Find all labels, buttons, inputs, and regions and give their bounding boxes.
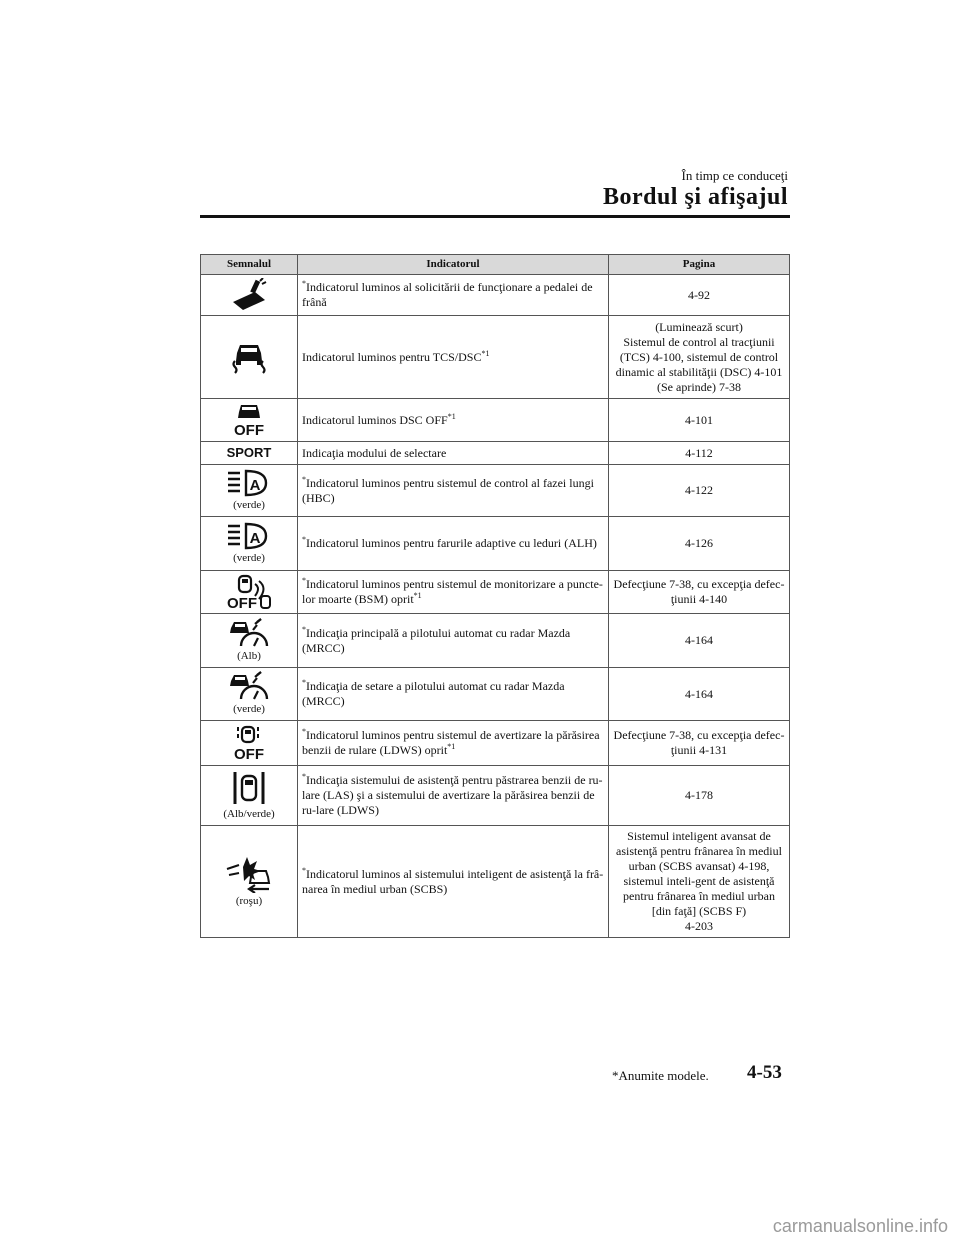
column-header: Pagina bbox=[609, 255, 790, 275]
color-note: (Alb) bbox=[237, 649, 261, 662]
indicator-description: Indicaţia de setare a pilotului automat cu radar Mazda (MRCC) bbox=[302, 679, 565, 708]
sport-mode-icon: SPORT bbox=[226, 445, 272, 460]
page-reference: (Luminează scurt) Sistemul de control al tracţiunii (TCS) 4-100, sistemul de control dinamic al stabilităţii (DSC) 4-101 (Se aprinde) 7-38 bbox=[609, 316, 790, 399]
footnote: *Anumite modele. bbox=[612, 1068, 709, 1083]
header-rule bbox=[200, 215, 790, 218]
page-title: Bordul şi afişajul bbox=[602, 184, 788, 210]
footnote-marker: * bbox=[302, 474, 306, 484]
alh-icon bbox=[226, 522, 272, 550]
indicator-description: Indicaţia modului de selectare bbox=[298, 442, 609, 465]
bsm-off-icon bbox=[225, 574, 273, 610]
footnote-marker: * bbox=[302, 727, 306, 736]
footnote-marker: * bbox=[302, 576, 306, 585]
tcs-dsc-icon bbox=[229, 339, 269, 375]
footnote-marker: * bbox=[302, 624, 306, 634]
footnote-marker: *1 bbox=[447, 411, 456, 421]
table-row bbox=[201, 571, 790, 614]
las-ldws-icon bbox=[231, 770, 267, 806]
color-note: (roşu) bbox=[235, 894, 263, 907]
warning-indicator-table bbox=[200, 254, 790, 938]
hbc-icon bbox=[226, 469, 272, 497]
brake-pedal-icon bbox=[229, 278, 269, 312]
svg-text:A: A bbox=[249, 476, 261, 494]
dsc-off-icon bbox=[226, 402, 272, 438]
indicator-description: Indicatorul luminos pentru farurile adaptive cu leduri (ALH) bbox=[306, 536, 597, 550]
svg-text:A: A bbox=[249, 529, 261, 547]
page-reference: 4-112 bbox=[609, 442, 790, 465]
ldws-off-icon bbox=[229, 725, 269, 761]
table-row bbox=[201, 517, 790, 571]
footnote-marker: * bbox=[302, 535, 306, 544]
page-reference: 4-122 bbox=[609, 465, 790, 517]
indicator-description: Indicatorul luminos pentru sistemul de control al fazei lungi (HBC) bbox=[302, 475, 594, 505]
indicator-description: Indicatorul luminos pentru sistemul de avertizare la părăsirea benzii de rulare (LDWS) oprit bbox=[302, 728, 600, 757]
indicator-description: Indicaţia sistemului de asistenţă pentru păstrarea benzii de ru-lare (LAS) şi a sistemului de avertizare la părăsirea benzii de ru-lare (LDWS) bbox=[302, 773, 603, 817]
page-reference: 4-164 bbox=[609, 614, 790, 668]
color-note: (Alb/verde) bbox=[223, 807, 275, 820]
indicator-description: Indicatorul luminos al solicitării de funcţionare a pedalei de frână bbox=[302, 280, 593, 309]
svg-text:OFF: OFF bbox=[234, 422, 264, 438]
section-subtitle: În timp ce conduceţi bbox=[681, 168, 788, 183]
column-header: Semnalul bbox=[201, 255, 298, 275]
indicator-description: Indicatorul luminos pentru sistemul de monitorizare a puncte-lor moarte (BSM) oprit bbox=[302, 577, 603, 606]
table-row bbox=[201, 721, 790, 766]
page-reference: 4-164 bbox=[609, 668, 790, 721]
table-row bbox=[201, 316, 790, 399]
footnote-marker: * bbox=[302, 678, 306, 687]
footnote-marker: *1 bbox=[481, 348, 490, 358]
page-reference: Defecţiune 7-38, cu excepţia defec-ţiunii 4-140 bbox=[609, 571, 790, 614]
scbs-icon bbox=[225, 855, 273, 893]
page-reference: 4-92 bbox=[609, 275, 790, 316]
mrcc-set-icon bbox=[227, 671, 271, 701]
table-row bbox=[201, 442, 790, 465]
page-reference: Sistemul inteligent avansat de asistenţă pentru frânarea în mediul urban (SCBS avansat) 4-198, sistemul inteli-gent de asistenţă pentru frânarea în mediul urban [din faţă] (SCBS F) 4-203 bbox=[609, 826, 790, 938]
indicator-description: Indicatorul luminos al sistemului inteligent de asistenţă la frâ-narea în mediul urban (SCBS) bbox=[302, 866, 604, 896]
table-row bbox=[201, 399, 790, 442]
indicator-description: Indicatorul luminos pentru TCS/DSC bbox=[302, 349, 482, 364]
footnote-marker: * bbox=[302, 279, 306, 288]
footnote-marker: * bbox=[302, 772, 306, 781]
table-row bbox=[201, 826, 790, 938]
page-number: 4-53 bbox=[747, 1062, 782, 1083]
footnote-marker: * bbox=[302, 865, 306, 875]
mrcc-main-icon bbox=[227, 618, 271, 648]
page-reference: 4-101 bbox=[609, 399, 790, 442]
page-reference: 4-126 bbox=[609, 517, 790, 571]
column-header: Indicatorul bbox=[298, 255, 609, 275]
color-note: (verde) bbox=[233, 551, 265, 564]
color-note: (verde) bbox=[233, 703, 265, 715]
footnote-marker: *1 bbox=[413, 591, 422, 600]
table-row bbox=[201, 275, 790, 316]
table-header-row bbox=[201, 255, 790, 275]
color-note: (verde) bbox=[233, 498, 265, 511]
indicator-description: Indicatorul luminos DSC OFF bbox=[302, 412, 448, 427]
svg-text:OFF: OFF bbox=[234, 746, 264, 761]
indicator-description: Indicaţia principală a pilotului automat cu radar Mazda (MRCC) bbox=[302, 625, 571, 655]
table-row bbox=[201, 465, 790, 517]
table-row bbox=[201, 766, 790, 826]
page-reference: 4-178 bbox=[609, 766, 790, 826]
table-row bbox=[201, 614, 790, 668]
page-reference: Defecţiune 7-38, cu excepţia defec-ţiunii 4-131 bbox=[609, 721, 790, 766]
footnote-marker: *1 bbox=[447, 742, 456, 751]
watermark: carmanualsonline.info bbox=[772, 1216, 948, 1236]
svg-text:OFF: OFF bbox=[227, 595, 257, 610]
table-row bbox=[201, 668, 790, 721]
